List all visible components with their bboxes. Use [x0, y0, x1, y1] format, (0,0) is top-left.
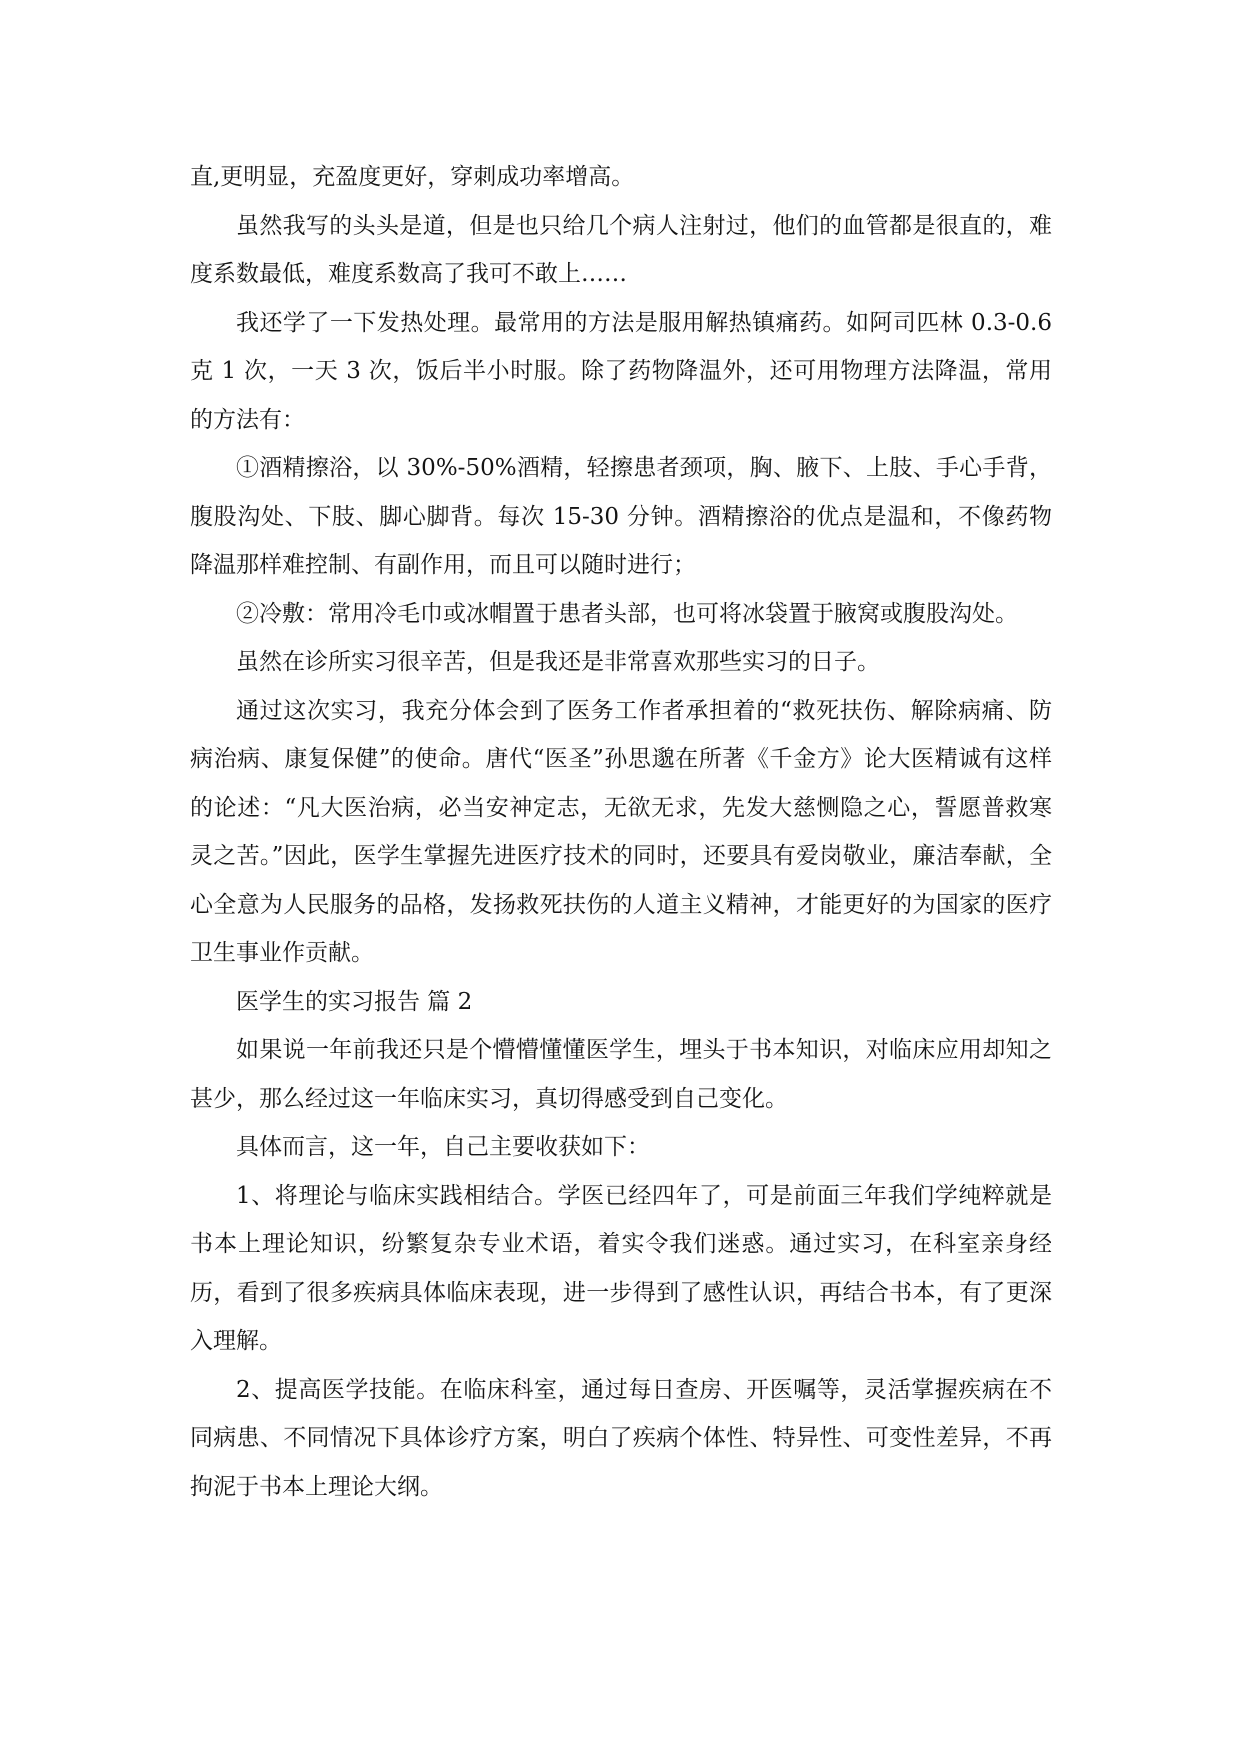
paragraph-1: 直,更明显，充盈度更好，穿刺成功率增高。	[190, 164, 635, 190]
paragraph-3: 我还学了一下发热处理。最常用的方法是服用解热镇痛药。如阿司匹林 0.3-0.6 克 1 次，一天 3 次，饭后半小时服。除了药物降温外，还可用物理方法降温，常用的方法有：	[190, 309, 1052, 433]
paragraph-11: 2、提高医学技能。在临床科室，通过每日查房、开医嘱等，灵活掌握疾病在不同病患、不同情况下具体诊疗方案，明白了疾病个体性、特异性、可变性差异，不再拘泥于书本上理论大纲。	[190, 1376, 1052, 1500]
paragraph-8: 如果说一年前我还只是个懵懵懂懂医学生，埋头于书本知识，对临床应用却知之甚少，那么经过这一年临床实习，真切得感受到自己变化。	[190, 1037, 1052, 1112]
paragraph-9: 具体而言，这一年，自己主要收获如下：	[236, 1134, 650, 1160]
paragraph-2: 虽然我写的头头是道，但是也只给几个病人注射过，他们的血管都是很直的，难度系数最低，难度系数高了我可不敢上……	[190, 212, 1052, 287]
paragraph-4: ①酒精擦浴，以 30%-50%酒精，轻擦患者颈项，胸、腋下、上肢、手心手背，腹股沟处、下肢、脚心脚背。每次 15-30 分钟。酒精擦浴的优点是温和，不像药物降温那样难控制、有副作用，而且可以随时进行；	[190, 455, 1052, 578]
paragraph-6: 虽然在诊所实习很辛苦，但是我还是非常喜欢那些实习的日子。	[236, 649, 880, 675]
document-body	[190, 153, 1052, 1511]
section-heading: 医学生的实习报告 篇 2	[236, 988, 473, 1015]
paragraph-7: 通过这次实习，我充分体会到了医务工作者承担着的“救死扶伤、解除病痛、防病治病、康复保健”的使命。唐代“医圣”孙思邈在所著《千金方》论大医精诚有这样的论述：“凡大医治病，必当安神定志，无欲无求，先发大慈恻隐之心，誓愿普救寒灵之苦。”因此，医学生掌握先进医疗技术的同时，还要具有爱岗敬业，廉洁奉献，全心全意为人民服务的品格，发扬救死扶伤的人道主义精神，才能更好的为国家的医疗卫生事业作贡献。	[190, 697, 1052, 966]
paragraph-10: 1、将理论与临床实践相结合。学医已经四年了，可是前面三年我们学纯粹就是书本上理论知识，纷繁复杂专业术语，着实令我们迷惑。通过实习，在科室亲身经历，看到了很多疾病具体临床表现，进一步得到了感性认识，再结合书本，有了更深入理解。	[190, 1182, 1052, 1354]
paragraph-5: ②冷敷：常用冷毛巾或冰帽置于患者头部，也可将冰袋置于腋窝或腹股沟处。	[236, 600, 1018, 627]
